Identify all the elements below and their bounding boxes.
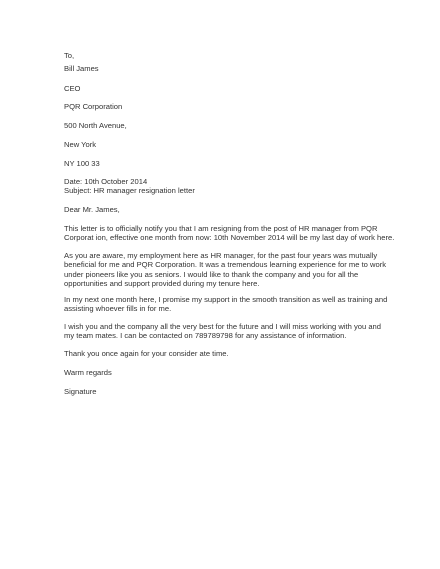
letter-subject: Subject: HR manager resignation letter [64,186,195,195]
signature: Signature [64,387,97,396]
paragraph-line: In my next one month here, I promise my support in the smooth transition as well as training and [64,295,388,304]
paragraph-line: beneficial for me and PQR Corporation. It was a tremendous learning experience for me to work [64,260,387,270]
zip-code: NY 100 33 [64,159,100,168]
salutation-to: To, [64,51,75,60]
recipient-title: CEO [64,84,81,93]
recipient-name: Bill James [64,64,99,73]
closing: Warm regards [64,368,112,377]
paragraph-line: This letter is to officially notify you that I am resigning from the post of HR manager from PQR [64,224,378,233]
paragraph-wishes [64,322,384,341]
paragraph-line: under pioneers like you as seniors. I would like to thank the company and you for all the [64,269,359,279]
paragraph-line: opportunities and support provided during my tenure here. [64,279,260,289]
paragraph-line: my team mates. I can be contacted on 789789798 for any assistance of information. [64,331,347,341]
paragraph-thanks [64,349,384,358]
paragraph-resignation-notice [64,224,395,243]
paragraph-line: assisting whoever fills in for me. [64,304,172,314]
paragraph-transition [64,295,388,314]
paragraph-line: Corporat ion, effective one month from now: 10th November 2014 will be my last day of work here. [64,233,395,243]
letter-date: Date: 10th October 2014 [64,177,148,186]
street-address: 500 North Avenue, [64,121,127,130]
paragraph-line: I wish you and the company all the very best for the future and I will miss working with you and [64,322,381,331]
company-name: PQR Corporation [64,102,123,111]
city: New York [64,140,97,149]
paragraph-line: As you are aware, my employment here as HR manager, for the past four years was mutually [64,251,378,260]
paragraph-employment [64,251,387,289]
paragraph-line: Thank you once again for your consider ate time. [64,349,229,358]
greeting: Dear Mr. James, [64,205,120,214]
